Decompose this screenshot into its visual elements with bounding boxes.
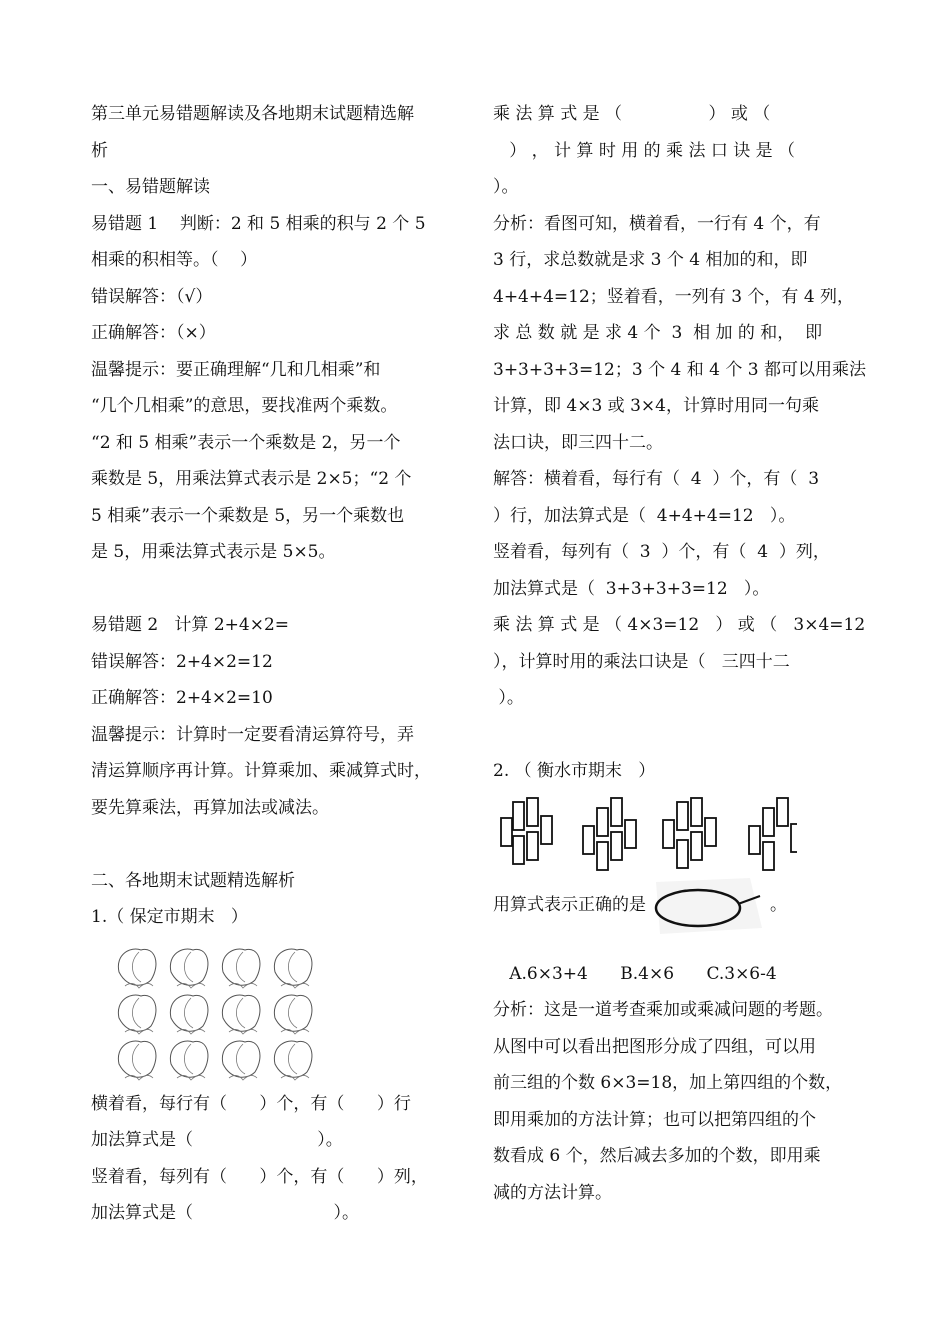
question-2-right-answer: 正确解答：2+4×2=10	[91, 688, 273, 708]
rectangle-group	[663, 798, 716, 868]
left-column	[91, 96, 463, 1232]
peach-icon	[222, 948, 260, 987]
peach-icon	[274, 1040, 312, 1079]
rectangle-shape	[541, 816, 552, 844]
question-1-tip: “2 和 5 相乘”表示一个乘数是 2，另一个	[91, 432, 401, 453]
rectangle-shape	[513, 802, 524, 830]
solution-1: ）行，加法算式是（ 4+4+4=12 ）。	[493, 505, 796, 526]
analysis-1: 计算，即 4×3 或 3×4，计算时用同一句乘	[493, 396, 819, 416]
peach-icon	[170, 948, 208, 987]
peach-icon	[274, 994, 312, 1033]
solution-1: 乘 法 算 式 是 （ 4×3=12 ） 或 （ 3×4=12	[493, 615, 866, 635]
question-1-tip: 5 相乘”表示一个乘数是 5，另一个乘数也	[91, 505, 405, 526]
problem-2-formula-label: 用算式表示正确的是	[493, 895, 646, 916]
multiplication-blank: 乘 法 算 式 是 （ ） 或 （	[493, 104, 771, 124]
rectangle-shape	[611, 832, 622, 860]
document-title-cont: 析	[91, 140, 108, 161]
rectangle-shape	[611, 798, 622, 826]
analysis-1: 求 总 数 就 是 求 4 个 3 相 加 的 和， 即	[493, 323, 823, 343]
question-2-wrong-answer: 错误解答：2+4×2=12	[91, 651, 273, 672]
question-2-text: 易错题 2 计算 2+4×2=	[91, 615, 290, 635]
question-2-tip: 清运算顺序再计算。计算乘加、乘减算式时，	[91, 761, 431, 781]
peach-icon	[222, 994, 260, 1033]
analysis-2: 减的方法计算。	[493, 1182, 612, 1203]
question-1-tip: “几个几相乘”的意思，要找准两个乘数。	[91, 396, 398, 416]
rectangle-shape	[777, 798, 788, 826]
question-1-tip: 乘数是 5，用乘法算式表示是 2×5；“2 个	[91, 469, 412, 489]
right-column	[493, 96, 865, 1211]
rectangle-groups-figure	[497, 796, 797, 876]
rectangle-shape	[677, 802, 688, 830]
problem-2-heading: 2. （ 衡水市期末 ）	[493, 761, 656, 781]
rectangle-shape	[513, 836, 524, 864]
rectangle-shape	[691, 798, 702, 826]
problem-1-column-question: 竖着看，每列有（ ）个，有（ ）列，	[91, 1166, 428, 1187]
problem-1-heading: 1.（ 保定市期末 ）	[91, 907, 248, 927]
analysis-2: 前三组的个数 6×3=18，加上第四组的个数，	[493, 1073, 843, 1093]
problem-1-row-question: 横着看，每行有（ ）个，有（ ）行	[91, 1093, 411, 1114]
rectangle-shape	[763, 842, 774, 870]
question-1-wrong-answer: 错误解答：（√）	[91, 286, 213, 307]
multiplication-rhyme-blank-end: ）。	[493, 177, 519, 197]
analysis-1: 分析：看图可知，横着看，一行有 4 个，有	[493, 213, 821, 234]
rectangle-shape	[691, 832, 702, 860]
question-1-right-answer: 正确解答：（×）	[91, 323, 216, 343]
rectangle-shape	[677, 840, 688, 868]
rectangle-shape	[527, 832, 538, 860]
peach-grid-svg	[109, 942, 339, 1082]
rectangle-shape	[501, 818, 512, 846]
rectangle-shape	[663, 820, 674, 848]
solution-1: 竖着看，每列有（ 3 ）个，有（ 4 ）列，	[493, 542, 830, 562]
answer-oval-icon	[650, 876, 770, 936]
rectangle-groups-svg	[497, 796, 797, 876]
problem-2-formula-end: 。	[770, 895, 787, 916]
peach-icon	[118, 994, 156, 1033]
problem-1-addition-blank-2: 加法算式是（ ）。	[91, 1203, 359, 1223]
peach-icon	[118, 1040, 156, 1079]
peach-icon	[118, 948, 156, 987]
peach-icon	[222, 1040, 260, 1079]
section-heading-2: 二、各地期末试题精选解析	[91, 870, 295, 891]
analysis-2: 数看成 6 个，然后减去多加的个数，即用乘	[493, 1146, 821, 1166]
problem-2-choices: A.6×3+4 B.4×6 C.3×6-4	[493, 963, 777, 984]
rectangle-shape	[597, 842, 608, 870]
rectangle-group	[749, 798, 797, 870]
question-1-text-cont: 相乘的积相等。（ ）	[91, 250, 258, 270]
rectangle-shape	[763, 808, 774, 836]
analysis-2: 从图中可以看出把图形分成了四组，可以用	[493, 1036, 816, 1057]
analysis-1: 4+4+4=12；竖着看，一列有 3 个，有 4 列，	[493, 286, 855, 307]
question-1-tip: 是 5，用乘法算式表示是 5×5。	[91, 542, 336, 562]
document-title: 第三单元易错题解读及各地期末试题精选解	[91, 104, 414, 124]
rectangle-shape	[749, 826, 760, 854]
solution-1: 解答：横着看，每行有（ 4 ）个，有（ 3	[493, 469, 820, 489]
solution-1: ）。	[493, 688, 524, 708]
solution-1: 加法算式是（ 3+3+3+3=12 ）。	[493, 578, 770, 599]
rectangle-shape	[597, 808, 608, 836]
rectangle-shape	[705, 818, 716, 846]
solution-1: ），计算时用的乘法口诀是（ 三四十二	[493, 651, 790, 672]
peach-icon	[274, 948, 312, 987]
problem-2-formula-row	[493, 876, 865, 936]
rectangle-shape	[583, 826, 594, 854]
rectangle-group	[501, 798, 552, 864]
rectangle-shape	[791, 824, 797, 852]
analysis-1: 3+3+3+3=12；3 个 4 和 4 个 3 都可以用乘法	[493, 359, 866, 380]
rectangle-group	[583, 798, 636, 870]
question-1-text: 易错题 1 判断：2 和 5 相乘的积与 2 个 5	[91, 213, 426, 234]
peach-icon	[170, 994, 208, 1033]
question-2-tip: 要先算乘法，再算加法或减法。	[91, 797, 329, 818]
question-2-tip: 温馨提示：计算时一定要看清运算符号，弄	[91, 724, 414, 745]
rectangle-shape	[625, 820, 636, 848]
multiplication-rhyme-blank: ） ， 计 算 时 用 的 乘 法 口 诀 是 （	[493, 140, 796, 161]
rectangle-shape	[527, 798, 538, 826]
analysis-1: 3 行，求总数就是求 3 个 4 相加的和，即	[493, 250, 808, 270]
peach-icon	[170, 1040, 208, 1079]
analysis-2: 分析：这是一道考查乘加或乘减问题的考题。	[493, 1000, 833, 1020]
section-heading-1: 一、易错题解读	[91, 177, 210, 197]
peach-grid-figure	[109, 942, 339, 1082]
problem-1-addition-blank: 加法算式是（ ）。	[91, 1130, 343, 1150]
analysis-2: 即用乘加的方法计算；也可以把第四组的个	[493, 1109, 816, 1130]
question-1-tip: 温馨提示：要正确理解“几和几相乘”和	[91, 359, 381, 380]
analysis-1: 法口诀，即三四十二。	[493, 432, 663, 453]
